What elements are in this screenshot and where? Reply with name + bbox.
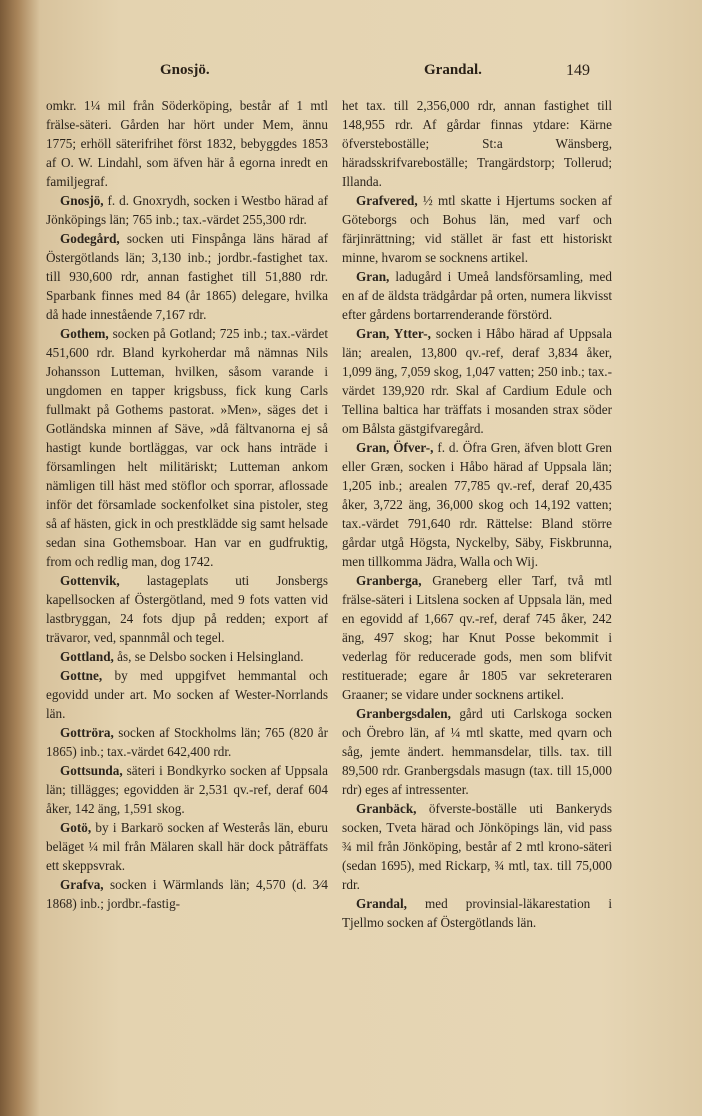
dictionary-entry (46, 818, 328, 875)
dictionary-entry (342, 324, 612, 438)
entry-headword: Gottenvik, (60, 573, 120, 588)
dictionary-entry (46, 324, 328, 571)
dictionary-entry (46, 571, 328, 647)
entry-text: socken af Stockholms län; 765 (820 år 1865) inb.; tax.-värdet 642,400 rdr. (46, 725, 328, 759)
entry-text: ladugård i Umeå landsförsamling, med en af de äldsta trädgårdar på orten, numera likvisst efter gårdens bortarrenderande förstörd. (342, 269, 612, 322)
entry-text: ½ mtl skatte i Hjertums socken af Göteborgs och Bohus län, med varf och färjinrättning; vid stället är fast ett historiskt minne, hvarom se socknens artikel. (342, 193, 612, 265)
entry-headword: Godegård, (60, 231, 120, 246)
entry-headword: Gottne, (60, 668, 103, 683)
dictionary-entry (342, 191, 612, 267)
left-column (46, 96, 328, 913)
entry-text: socken i Wärmlands län; 4,570 (d. 3⁄4 1868) inb.; jordbr.-fastig- (46, 877, 329, 911)
dictionary-entry (46, 96, 328, 191)
entry-text: gård uti Carlskoga socken och Örebro län, af ¼ mtl skatte, med qvarn och såg, jemte ändert. hemmansdelar, tills. tax. till 89,500 rdr. Granbergsdals masugn (tax. till 15,000 rdr) eges af intressenter. (342, 706, 612, 797)
entry-headword: Gothem, (60, 326, 109, 341)
entry-headword: Granberga, (356, 573, 422, 588)
entry-text: öfverste-boställe uti Bankeryds socken, Tveta härad och Jönköpings län, vid pass ¾ mil från Jönköping, består af 2 mtl krono-säteri (sedan 1695), med Rickarp, ¾ mtl, tax. till 75,000 rdr. (342, 801, 612, 892)
entry-text: het tax. till 2,356,000 rdr, annan fastighet till 148,955 rdr. Af gårdar finnas ytdare: Kärne öfversteboställe; St:a Wänsberg, häradsskrifvareboställe; Trangärdstorp; Tollerud; Illanda. (342, 98, 612, 189)
entry-text: Graneberg eller Tarf, två mtl frälse-säteri i Litslena socken af Uppsala län, med en egovidd af 1,667 qv.-ref, deraf 745 åker, 242 äng, 497 skog; har Knut Posse bekommit i vederlag för reducerade gods, men som blifvit restituerade; egare år 1805 var sekreteraren Graaner; se vidare under socknens artikel. (342, 573, 612, 702)
entry-text: ås, se Delsbo socken i Helsingland. (117, 649, 304, 664)
entry-text: f. d. Gnoxrydh, socken i Westbo härad af Jönköpings län; 765 inb.; tax.-värdet 255,300 rdr. (46, 193, 329, 227)
entry-headword: Gottröra, (60, 725, 114, 740)
entry-headword: Grandal, (356, 896, 407, 911)
dictionary-entry (46, 191, 328, 229)
entry-headword: Gotö, (60, 820, 92, 835)
dictionary-entry (46, 647, 328, 666)
dictionary-entry (342, 267, 612, 324)
entry-headword: Gran, Ytter-, (356, 326, 431, 341)
dictionary-entry (342, 704, 612, 799)
entry-headword: Granbergsdalen, (356, 706, 451, 721)
entry-headword: Grafvered, (356, 193, 418, 208)
entry-headword: Grafva, (60, 877, 104, 892)
right-column (342, 96, 612, 932)
entry-text: lastageplats uti Jonsbergs kapellsocken af Östergötland, med 9 fots vatten vid lastbryggan, 24 fots djup på redden; export af trävaror, ved, spannmål och tegel. (46, 573, 328, 645)
running-header (0, 62, 702, 84)
entry-headword: Gottland, (60, 649, 114, 664)
entry-text: by med uppgifvet hemmantal och egovidd under art. Mo socken af Wester-Norrlands län. (46, 668, 328, 721)
dictionary-entry (46, 761, 328, 818)
dictionary-entry (342, 799, 612, 894)
entry-headword: Granbäck, (356, 801, 417, 816)
dictionary-entry (342, 438, 612, 571)
dictionary-entry (46, 229, 328, 324)
entry-text: socken uti Finspånga läns härad af Östergötlands län; 3,130 inb.; jordbr.-fastighet tax. till 930,600 rdr, annan fastighet till 51,880 rdr. Sparbank finnes med 84 (år 1865) delegare, hvilka då hade innestående 7,167 rdr. (46, 231, 328, 322)
entry-headword: Gottsunda, (60, 763, 123, 778)
entry-text: med provinsial-läkarestation i Tjellmo socken af Östergötlands län. (342, 896, 612, 930)
entry-headword: Gnosjö, (60, 193, 104, 208)
dictionary-entry (46, 666, 328, 723)
entry-text: by i Barkarö socken af Westerås län, eburu beläget ¼ mil från Mälaren skall här dock påträffats ett skeppsvrak. (46, 820, 329, 873)
header-left-word: Gnosjö. (160, 62, 210, 78)
dictionary-entry (46, 875, 328, 913)
entry-text: socken i Håbo härad af Uppsala län; arealen, 13,800 qv.-ref, deraf 3,834 åker, 1,099 äng, 7,059 skog, 1,047 vatten; 250 inb.; tax.-värdet 139,920 rdr. Skal af Cardium Edule och Tellina baltica har träffats i mosanden strax söder om Bålsta gästgifvaregård. (342, 326, 612, 436)
entry-text: säteri i Bondkyrko socken af Uppsala län; tillägges; egovidden är 2,531 qv.-ref, deraf 604 åker, 142 äng, 1,591 skog. (46, 763, 328, 816)
entry-text: f. d. Öfra Gren, äfven blott Gren eller Græn, socken i Håbo härad af Uppsala län; 1,205 inb.; arealen 77,785 qv.-ref, deraf 20,435 åker, 3,722 äng, 36,000 skog och 14,192 vatten; tax.-värdet 791,640 rdr. Rättelse: Bland större gårdar utgå Högsta, Nyckelby, Säby, Fiskbrunna, men tillkomma Jädra, Walla och Wij. (342, 440, 613, 569)
dictionary-entry (46, 723, 328, 761)
entry-text: omkr. 1¼ mil från Söderköping, består af 1 mtl frälse-säteri. Gården har hört under Mem, ännu 1775; erhöll säterifrihet först 1832, bebyggdes 1853 af O. W. Lindahl, som äfven här å egorna inredt en familjegraf. (46, 98, 328, 189)
entry-headword: Gran, Öfver-, (356, 440, 434, 455)
dictionary-entry (342, 96, 612, 191)
page-number: 149 (566, 62, 590, 79)
header-right-word: Grandal. (424, 62, 482, 78)
dictionary-entry (342, 571, 612, 704)
dictionary-entry (342, 894, 612, 932)
entry-text: socken på Gotland; 725 inb.; tax.-värdet 451,600 rdr. Bland kyrkoherdar må nämnas Nils Johansson Lutteman, hvilken, såsom varande i ungdomen en tapper krigsbuss, fick kung Carls fullmakt på Gothems pastorat. »Men», säges det i Gotländska minnen af Säve, »då fältvanorna ej så hastigt kunde bortläggas, var ock hans inträde i församlingen helt militäriskt; Lutteman ankom nämligen till häst med stöflor och sporrar, aflossade inför det församlade sockenfolket sina pistoler, steg så af hästen, gick in och prestklädde sig samt helsade sedan sina Gothemsboar. Han var en gudfruktig, from och redlig man, dog 1742. (46, 326, 328, 569)
entry-headword: Gran, (356, 269, 390, 284)
